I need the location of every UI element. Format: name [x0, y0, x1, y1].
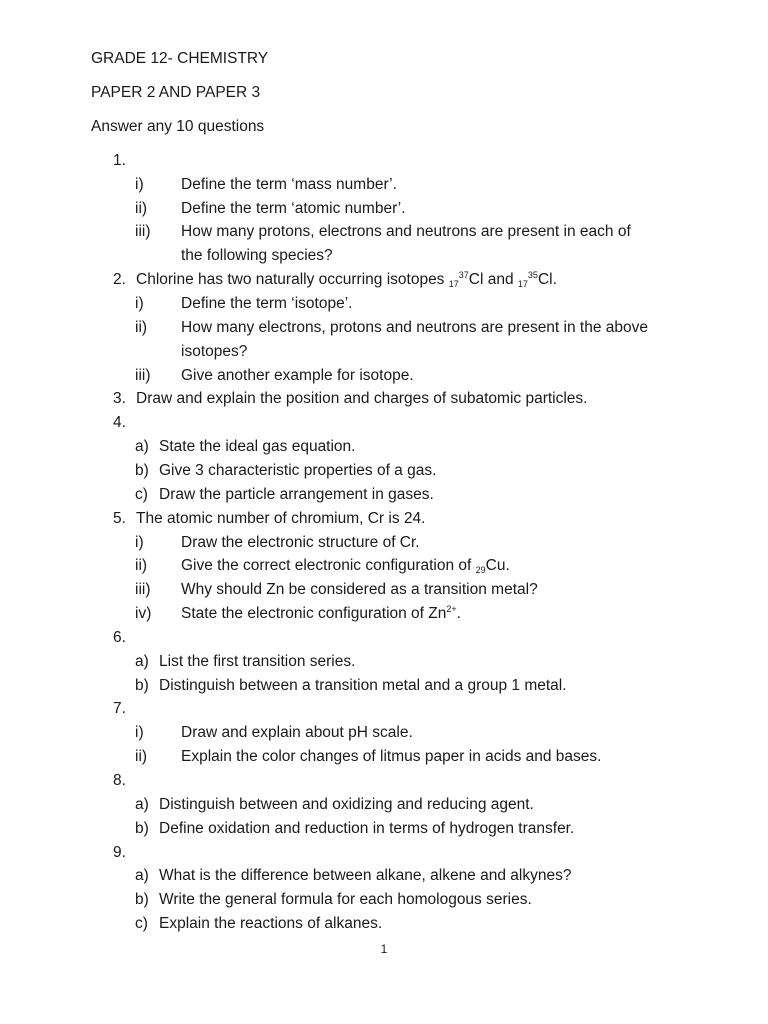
- part-text: Explain the reactions of alkanes.: [159, 915, 383, 932]
- part-text: Draw the particle arrangement in gases.: [159, 486, 434, 503]
- part-marker: a): [135, 653, 149, 670]
- part-text: List the first transition series.: [159, 653, 356, 670]
- part-text: How many protons, electrons and neutrons are present in each of: [181, 223, 631, 240]
- part-marker: iii): [135, 367, 151, 384]
- part-marker: b): [135, 677, 149, 694]
- part-marker: c): [135, 486, 148, 503]
- part-text: [181, 556, 510, 576]
- part-text: Distinguish between and oxidizing and reducing agent.: [159, 796, 534, 813]
- part-marker: ii): [135, 200, 148, 217]
- trailing-period: .: [456, 605, 461, 622]
- part-marker: a): [135, 867, 149, 884]
- part-marker: b): [135, 891, 149, 908]
- question-number: 1.: [113, 152, 126, 169]
- question-number: 5.: [113, 510, 126, 527]
- papers-line: PAPER 2 AND PAPER 3: [91, 84, 261, 101]
- part-marker: iv): [135, 605, 152, 622]
- isotope-symbol: Cl.: [537, 271, 557, 288]
- question-number: 3.: [113, 390, 126, 407]
- isotope-symbol: Cl and: [468, 271, 518, 288]
- part-marker: i): [135, 534, 144, 551]
- question-stem: Draw and explain the position and charges of subatomic particles.: [136, 390, 588, 407]
- question-number: 8.: [113, 772, 126, 789]
- part-text: State the ideal gas equation.: [159, 438, 356, 455]
- part-text: Draw the electronic structure of Cr.: [181, 534, 420, 551]
- isotope-atomic-number: 17: [448, 279, 459, 289]
- part-text: Distinguish between a transition metal and a group 1 metal.: [159, 677, 567, 694]
- part-text: Give 3 characteristic properties of a gas.: [159, 462, 437, 479]
- part-text-continued: the following species?: [181, 247, 333, 264]
- ion-charge-superscript: 2+: [446, 604, 457, 614]
- question-stem: The atomic number of chromium, Cr is 24.: [136, 510, 426, 527]
- part-marker: i): [135, 724, 144, 741]
- part-marker: ii): [135, 319, 148, 336]
- question-number: 7.: [113, 700, 126, 717]
- isotope-mass-number: 37: [458, 270, 469, 280]
- stem-text: Chlorine has two naturally occurring isotopes: [136, 271, 449, 288]
- question-number: 4.: [113, 414, 126, 431]
- part-marker: ii): [135, 557, 148, 574]
- document-title: GRADE 12- CHEMISTRY: [91, 50, 269, 67]
- part-text: How many electrons, protons and neutrons are present in the above: [181, 319, 648, 336]
- instruction-line: Answer any 10 questions: [91, 118, 265, 135]
- part-marker: iii): [135, 581, 151, 598]
- isotope-atomic-number: 17: [517, 279, 528, 289]
- question-number: 9.: [113, 844, 126, 861]
- part-text: Give another example for isotope.: [181, 367, 414, 384]
- part-marker: i): [135, 176, 144, 193]
- part-marker: iii): [135, 223, 151, 240]
- part-marker: b): [135, 820, 149, 837]
- part-text: [181, 604, 461, 624]
- part-marker: c): [135, 915, 148, 932]
- part-marker: i): [135, 295, 144, 312]
- part-text: What is the difference between alkane, alkene and alkynes?: [159, 867, 572, 884]
- part-text: Define the term ‘isotope’.: [181, 295, 353, 312]
- part-marker: a): [135, 438, 149, 455]
- part-text: Define the term ‘mass number’.: [181, 176, 397, 193]
- element-symbol: Cu.: [485, 557, 510, 574]
- part-text-main: State the electronic configuration of Zn: [181, 605, 447, 622]
- part-text-continued: isotopes?: [181, 343, 248, 360]
- question-number: 6.: [113, 629, 126, 646]
- part-text-main: Give the correct electronic configuration of: [181, 557, 476, 574]
- part-marker: a): [135, 796, 149, 813]
- question-stem: [136, 270, 557, 290]
- part-text: Why should Zn be considered as a transition metal?: [181, 581, 538, 598]
- part-text: Explain the color changes of litmus paper in acids and bases.: [181, 748, 602, 765]
- part-text: Write the general formula for each homologous series.: [159, 891, 532, 908]
- atomic-number-subscript: 29: [475, 565, 486, 575]
- page-number: 1: [380, 942, 388, 956]
- part-text: Define the term ‘atomic number’.: [181, 200, 406, 217]
- part-marker: ii): [135, 748, 148, 765]
- part-marker: b): [135, 462, 149, 479]
- isotope-mass-number: 35: [527, 270, 538, 280]
- part-text: Define oxidation and reduction in terms of hydrogen transfer.: [159, 820, 575, 837]
- question-number: 2.: [113, 271, 126, 288]
- part-text: Draw and explain about pH scale.: [181, 724, 413, 741]
